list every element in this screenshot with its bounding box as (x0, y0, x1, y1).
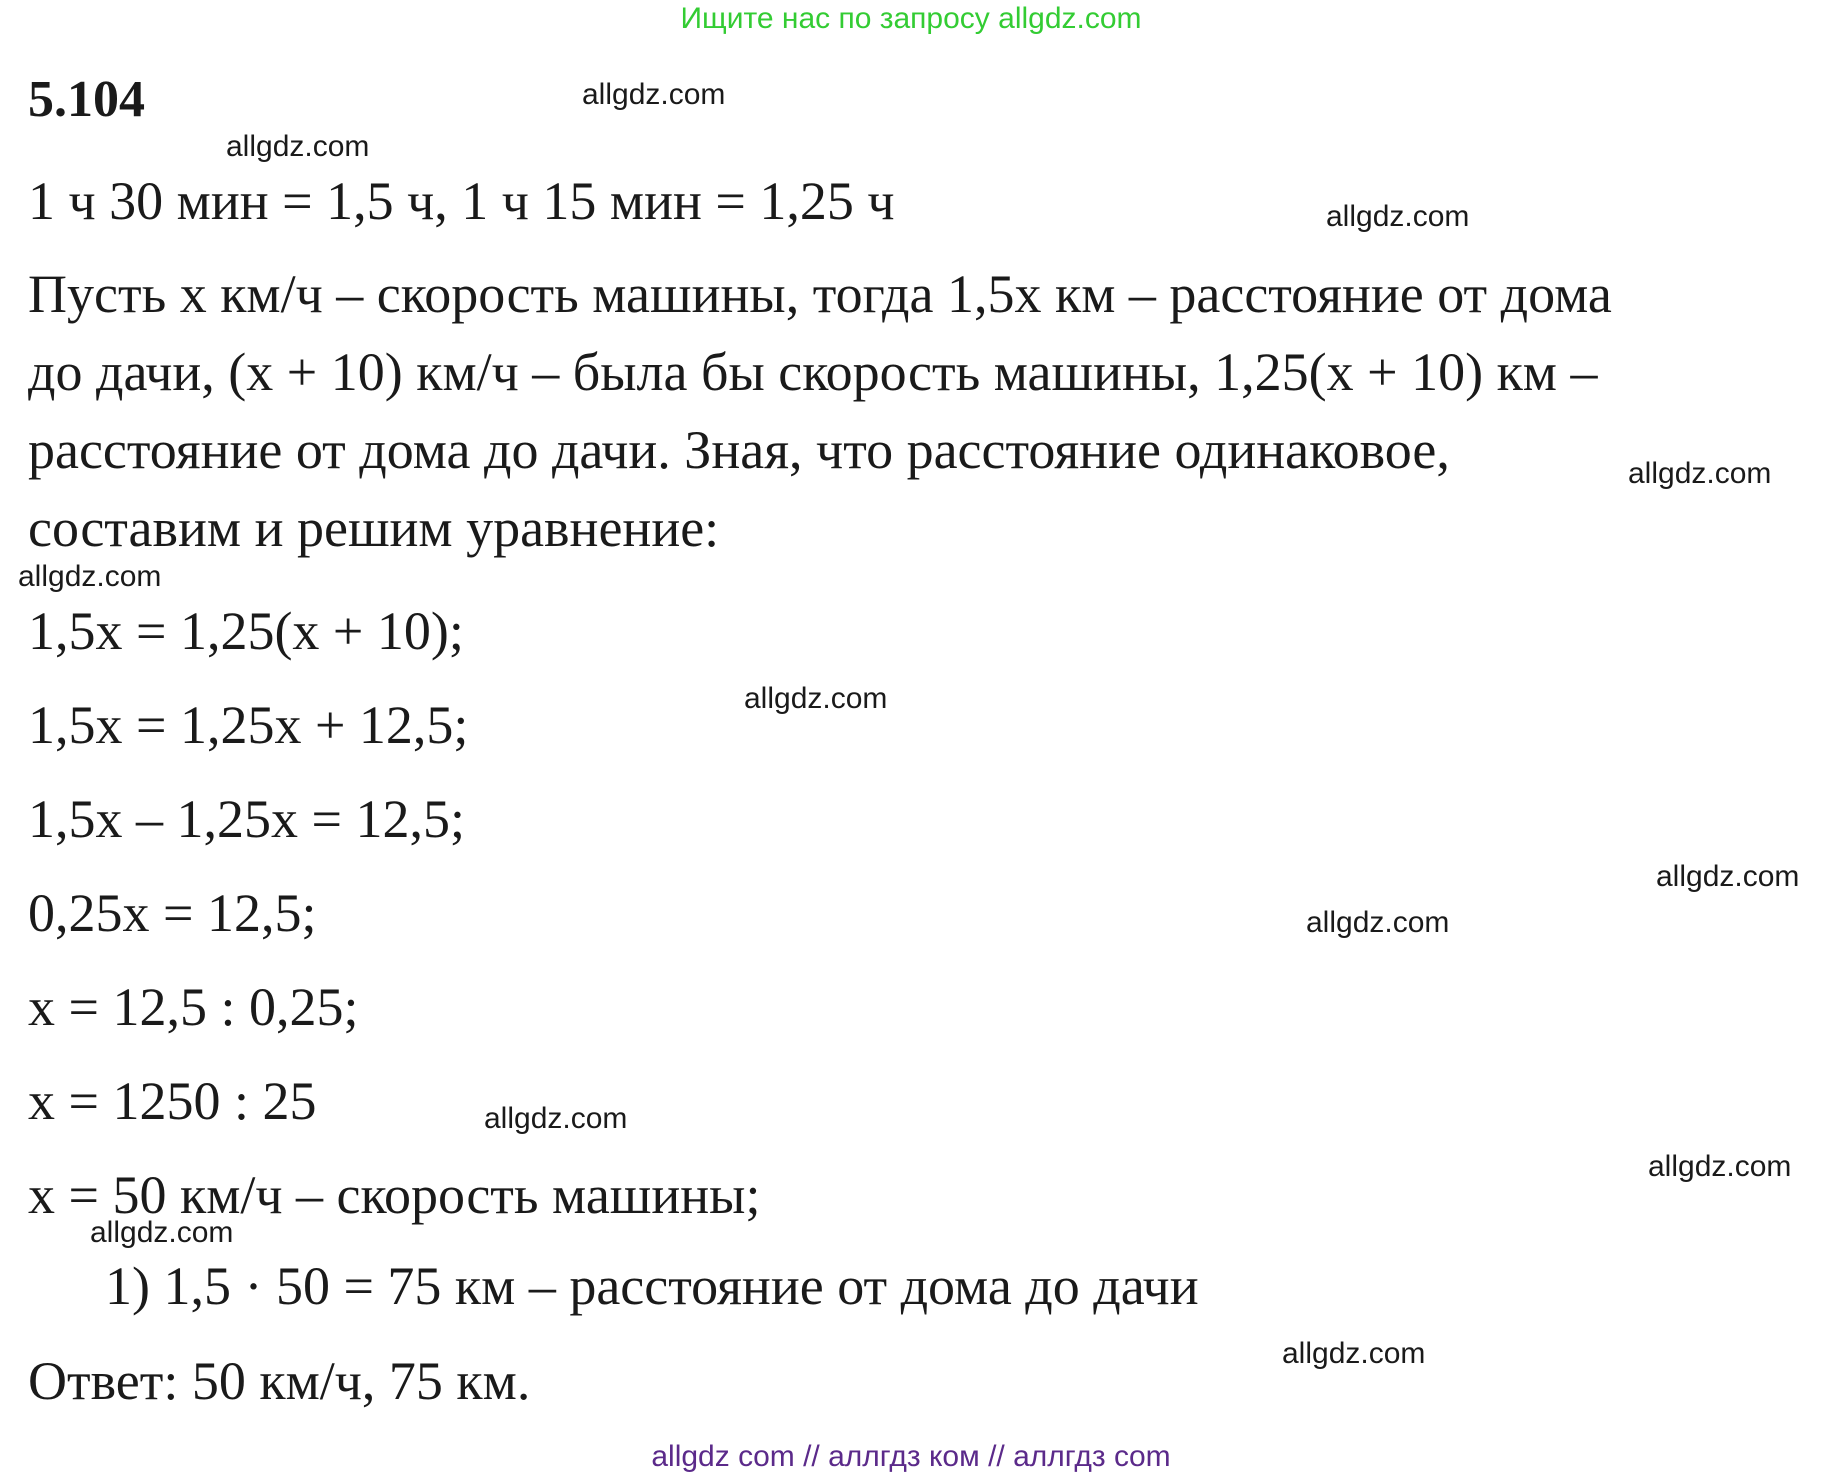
watermark: allgdz.com (1648, 1150, 1792, 1183)
watermark: allgdz.com (1656, 860, 1800, 893)
search-hint-link[interactable]: Ищите нас по запросу allgdz.com (680, 2, 1142, 35)
watermark: allgdz.com (582, 78, 726, 111)
solution-line: х = 50 км/ч – скорость машины; (28, 1165, 761, 1225)
watermark: allgdz.com (744, 682, 888, 715)
equation-line: 1,5х – 1,25х = 12,5; (28, 789, 465, 849)
answer: Ответ: 50 км/ч, 75 км. (28, 1351, 531, 1411)
step-one: 1) 1,5 · 50 = 75 км – расстояние от дома до дачи (105, 1256, 1199, 1316)
equation-line: х = 12,5 : 0,25; (28, 977, 359, 1037)
setup-line: составим и решим уравнение: (28, 498, 720, 558)
setup-line: Пусть х км/ч – скорость машины, тогда 1,5х км – расстояние от дома (28, 264, 1612, 324)
equation-line: 1,5х = 1,25х + 12,5; (28, 695, 469, 755)
watermark: allgdz.com (90, 1216, 234, 1249)
watermark: allgdz.com (226, 130, 370, 163)
watermark: allgdz.com (1282, 1337, 1426, 1370)
problem-setup (28, 255, 1808, 567)
time-conversion: 1 ч 30 мин = 1,5 ч, 1 ч 15 мин = 1,25 ч (28, 171, 895, 231)
watermark: allgdz.com (1306, 906, 1450, 939)
footer-links[interactable]: allgdz com // аллгдз ком // аллгдз com (651, 1440, 1171, 1473)
task-number: 5.104 (28, 71, 145, 128)
setup-line: до дачи, (х + 10) км/ч – была бы скорость машины, 1,25(х + 10) км – (28, 342, 1598, 402)
equation-line: 0,25х = 12,5; (28, 883, 317, 943)
watermark: allgdz.com (1628, 457, 1772, 490)
equation-line: 1,5х = 1,25(х + 10); (28, 601, 464, 661)
setup-line: расстояние от дома до дачи. Зная, что расстояние одинаковое, (28, 420, 1450, 480)
watermark: allgdz.com (1326, 200, 1470, 233)
watermark: allgdz.com (484, 1102, 628, 1135)
watermark: allgdz.com (18, 560, 162, 593)
equation-line: х = 1250 : 25 (28, 1071, 317, 1131)
